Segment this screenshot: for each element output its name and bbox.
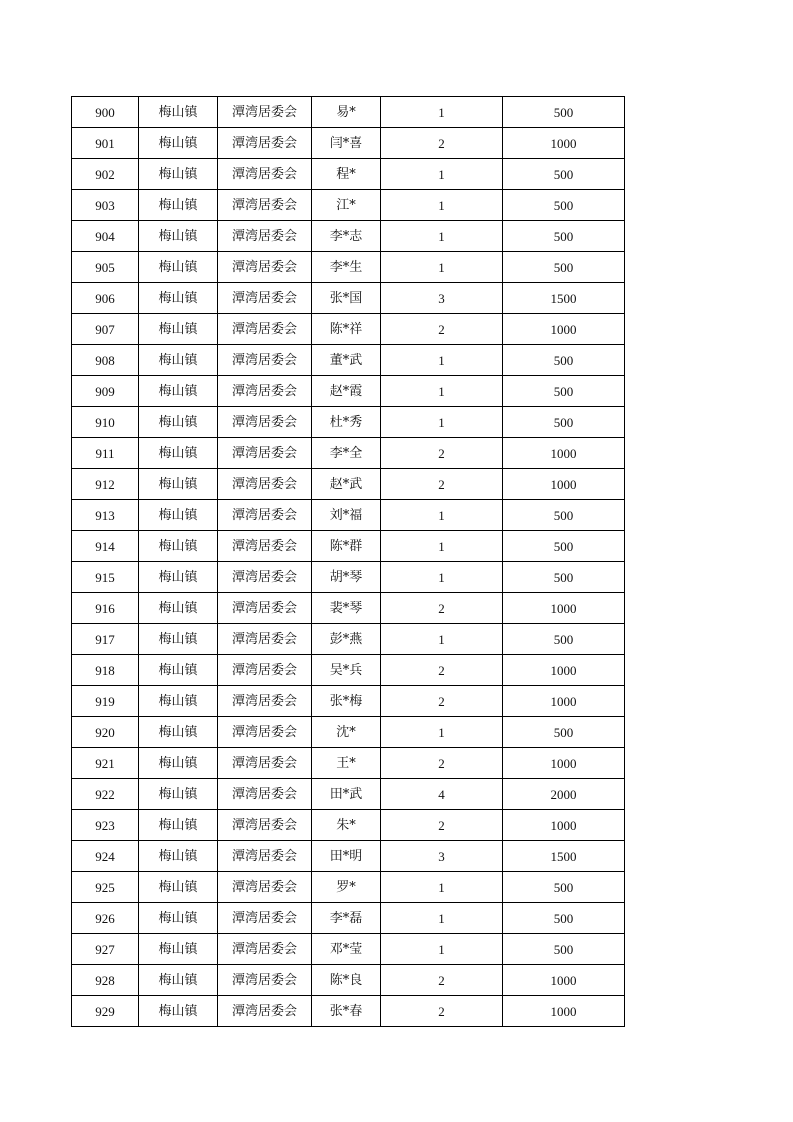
amount-cell: 500 (503, 531, 625, 562)
committee-cell: 潭湾居委会 (218, 717, 312, 748)
town-cell: 梅山镇 (139, 283, 218, 314)
row-number-cell: 902 (72, 159, 139, 190)
committee-cell: 潭湾居委会 (218, 593, 312, 624)
amount-cell: 500 (503, 159, 625, 190)
amount-cell: 500 (503, 190, 625, 221)
count-cell: 2 (381, 810, 503, 841)
town-cell: 梅山镇 (139, 345, 218, 376)
row-number-cell: 910 (72, 407, 139, 438)
name-cell: 江* (312, 190, 381, 221)
name-cell: 赵*霞 (312, 376, 381, 407)
count-cell: 1 (381, 159, 503, 190)
committee-cell: 潭湾居委会 (218, 841, 312, 872)
row-number-cell: 901 (72, 128, 139, 159)
town-cell: 梅山镇 (139, 593, 218, 624)
table-row (72, 996, 625, 1027)
table-row (72, 655, 625, 686)
name-cell: 赵*武 (312, 469, 381, 500)
count-cell: 2 (381, 965, 503, 996)
count-cell: 2 (381, 314, 503, 345)
name-cell: 董*武 (312, 345, 381, 376)
count-cell: 1 (381, 500, 503, 531)
amount-cell: 500 (503, 872, 625, 903)
table-row (72, 717, 625, 748)
row-number-cell: 905 (72, 252, 139, 283)
count-cell: 2 (381, 438, 503, 469)
amount-cell: 1000 (503, 810, 625, 841)
town-cell: 梅山镇 (139, 810, 218, 841)
table-row (72, 314, 625, 345)
name-cell: 朱* (312, 810, 381, 841)
row-number-cell: 916 (72, 593, 139, 624)
committee-cell: 潭湾居委会 (218, 159, 312, 190)
town-cell: 梅山镇 (139, 190, 218, 221)
count-cell: 2 (381, 469, 503, 500)
amount-cell: 2000 (503, 779, 625, 810)
town-cell: 梅山镇 (139, 903, 218, 934)
count-cell: 1 (381, 624, 503, 655)
row-number-cell: 928 (72, 965, 139, 996)
committee-cell: 潭湾居委会 (218, 345, 312, 376)
name-cell: 陈*祥 (312, 314, 381, 345)
count-cell: 1 (381, 190, 503, 221)
committee-cell: 潭湾居委会 (218, 810, 312, 841)
amount-cell: 1000 (503, 469, 625, 500)
name-cell: 田*武 (312, 779, 381, 810)
count-cell: 1 (381, 407, 503, 438)
committee-cell: 潭湾居委会 (218, 624, 312, 655)
amount-cell: 1500 (503, 841, 625, 872)
amount-cell: 500 (503, 624, 625, 655)
count-cell: 1 (381, 717, 503, 748)
row-number-cell: 915 (72, 562, 139, 593)
row-number-cell: 904 (72, 221, 139, 252)
table-row (72, 159, 625, 190)
table-row (72, 469, 625, 500)
name-cell: 刘*福 (312, 500, 381, 531)
table-row (72, 934, 625, 965)
table-row (72, 221, 625, 252)
count-cell: 2 (381, 593, 503, 624)
committee-cell: 潭湾居委会 (218, 128, 312, 159)
town-cell: 梅山镇 (139, 965, 218, 996)
amount-cell: 1000 (503, 655, 625, 686)
amount-cell: 500 (503, 345, 625, 376)
name-cell: 程* (312, 159, 381, 190)
table-row (72, 748, 625, 779)
committee-cell: 潭湾居委会 (218, 531, 312, 562)
town-cell: 梅山镇 (139, 221, 218, 252)
row-number-cell: 909 (72, 376, 139, 407)
name-cell: 陈*良 (312, 965, 381, 996)
name-cell: 闫*喜 (312, 128, 381, 159)
amount-cell: 500 (503, 407, 625, 438)
row-number-cell: 903 (72, 190, 139, 221)
committee-cell: 潭湾居委会 (218, 469, 312, 500)
row-number-cell: 900 (72, 97, 139, 128)
table-row (72, 345, 625, 376)
committee-cell: 潭湾居委会 (218, 190, 312, 221)
committee-cell: 潭湾居委会 (218, 562, 312, 593)
town-cell: 梅山镇 (139, 934, 218, 965)
committee-cell: 潭湾居委会 (218, 283, 312, 314)
town-cell: 梅山镇 (139, 562, 218, 593)
name-cell: 张*梅 (312, 686, 381, 717)
table-row (72, 97, 625, 128)
name-cell: 罗* (312, 872, 381, 903)
row-number-cell: 908 (72, 345, 139, 376)
town-cell: 梅山镇 (139, 252, 218, 283)
amount-cell: 500 (503, 562, 625, 593)
count-cell: 2 (381, 996, 503, 1027)
town-cell: 梅山镇 (139, 748, 218, 779)
name-cell: 杜*秀 (312, 407, 381, 438)
committee-cell: 潭湾居委会 (218, 903, 312, 934)
committee-cell: 潭湾居委会 (218, 686, 312, 717)
name-cell: 吴*兵 (312, 655, 381, 686)
committee-cell: 潭湾居委会 (218, 314, 312, 345)
town-cell: 梅山镇 (139, 531, 218, 562)
committee-cell: 潭湾居委会 (218, 965, 312, 996)
row-number-cell: 923 (72, 810, 139, 841)
amount-cell: 1000 (503, 438, 625, 469)
table-row (72, 376, 625, 407)
row-number-cell: 912 (72, 469, 139, 500)
name-cell: 张*国 (312, 283, 381, 314)
amount-cell: 500 (503, 221, 625, 252)
committee-cell: 潭湾居委会 (218, 438, 312, 469)
town-cell: 梅山镇 (139, 159, 218, 190)
count-cell: 2 (381, 748, 503, 779)
committee-cell: 潭湾居委会 (218, 779, 312, 810)
amount-cell: 500 (503, 934, 625, 965)
name-cell: 邓*莹 (312, 934, 381, 965)
amount-cell: 500 (503, 252, 625, 283)
table-body (72, 97, 625, 1027)
row-number-cell: 907 (72, 314, 139, 345)
committee-cell: 潭湾居委会 (218, 934, 312, 965)
amount-cell: 500 (503, 97, 625, 128)
town-cell: 梅山镇 (139, 128, 218, 159)
data-table (71, 96, 625, 1027)
table-row (72, 686, 625, 717)
count-cell: 1 (381, 903, 503, 934)
amount-cell: 1000 (503, 593, 625, 624)
amount-cell: 500 (503, 376, 625, 407)
name-cell: 陈*群 (312, 531, 381, 562)
count-cell: 1 (381, 376, 503, 407)
count-cell: 1 (381, 562, 503, 593)
count-cell: 3 (381, 283, 503, 314)
amount-cell: 1000 (503, 686, 625, 717)
committee-cell: 潭湾居委会 (218, 252, 312, 283)
row-number-cell: 924 (72, 841, 139, 872)
table-row (72, 531, 625, 562)
table-row (72, 500, 625, 531)
row-number-cell: 922 (72, 779, 139, 810)
town-cell: 梅山镇 (139, 779, 218, 810)
name-cell: 胡*琴 (312, 562, 381, 593)
town-cell: 梅山镇 (139, 500, 218, 531)
town-cell: 梅山镇 (139, 624, 218, 655)
town-cell: 梅山镇 (139, 314, 218, 345)
name-cell: 李*志 (312, 221, 381, 252)
row-number-cell: 926 (72, 903, 139, 934)
amount-cell: 1000 (503, 748, 625, 779)
count-cell: 1 (381, 872, 503, 903)
row-number-cell: 913 (72, 500, 139, 531)
name-cell: 李*全 (312, 438, 381, 469)
town-cell: 梅山镇 (139, 438, 218, 469)
town-cell: 梅山镇 (139, 407, 218, 438)
name-cell: 李*生 (312, 252, 381, 283)
count-cell: 2 (381, 686, 503, 717)
row-number-cell: 919 (72, 686, 139, 717)
count-cell: 3 (381, 841, 503, 872)
row-number-cell: 921 (72, 748, 139, 779)
row-number-cell: 929 (72, 996, 139, 1027)
row-number-cell: 920 (72, 717, 139, 748)
town-cell: 梅山镇 (139, 376, 218, 407)
committee-cell: 潭湾居委会 (218, 407, 312, 438)
name-cell: 李*磊 (312, 903, 381, 934)
table-row (72, 562, 625, 593)
town-cell: 梅山镇 (139, 97, 218, 128)
amount-cell: 1000 (503, 314, 625, 345)
table-row (72, 283, 625, 314)
table-row (72, 965, 625, 996)
committee-cell: 潭湾居委会 (218, 221, 312, 252)
row-number-cell: 925 (72, 872, 139, 903)
amount-cell: 500 (503, 717, 625, 748)
amount-cell: 1000 (503, 965, 625, 996)
count-cell: 1 (381, 97, 503, 128)
amount-cell: 1000 (503, 996, 625, 1027)
count-cell: 1 (381, 345, 503, 376)
committee-cell: 潭湾居委会 (218, 872, 312, 903)
town-cell: 梅山镇 (139, 996, 218, 1027)
name-cell: 田*明 (312, 841, 381, 872)
count-cell: 1 (381, 252, 503, 283)
count-cell: 2 (381, 128, 503, 159)
town-cell: 梅山镇 (139, 655, 218, 686)
count-cell: 4 (381, 779, 503, 810)
table-row (72, 624, 625, 655)
committee-cell: 潭湾居委会 (218, 97, 312, 128)
table-row (72, 252, 625, 283)
committee-cell: 潭湾居委会 (218, 500, 312, 531)
count-cell: 1 (381, 934, 503, 965)
row-number-cell: 918 (72, 655, 139, 686)
name-cell: 彭*燕 (312, 624, 381, 655)
town-cell: 梅山镇 (139, 469, 218, 500)
table-row (72, 128, 625, 159)
row-number-cell: 927 (72, 934, 139, 965)
table-row (72, 810, 625, 841)
row-number-cell: 906 (72, 283, 139, 314)
amount-cell: 500 (503, 500, 625, 531)
name-cell: 王* (312, 748, 381, 779)
town-cell: 梅山镇 (139, 841, 218, 872)
table-row (72, 903, 625, 934)
name-cell: 易* (312, 97, 381, 128)
committee-cell: 潭湾居委会 (218, 376, 312, 407)
table-row (72, 779, 625, 810)
name-cell: 沈* (312, 717, 381, 748)
table-row (72, 407, 625, 438)
row-number-cell: 914 (72, 531, 139, 562)
town-cell: 梅山镇 (139, 872, 218, 903)
table-row (72, 841, 625, 872)
town-cell: 梅山镇 (139, 717, 218, 748)
row-number-cell: 917 (72, 624, 139, 655)
amount-cell: 500 (503, 903, 625, 934)
amount-cell: 1500 (503, 283, 625, 314)
town-cell: 梅山镇 (139, 686, 218, 717)
count-cell: 2 (381, 655, 503, 686)
row-number-cell: 911 (72, 438, 139, 469)
committee-cell: 潭湾居委会 (218, 748, 312, 779)
count-cell: 1 (381, 531, 503, 562)
table-row (72, 593, 625, 624)
table-row (72, 438, 625, 469)
table-row (72, 872, 625, 903)
amount-cell: 1000 (503, 128, 625, 159)
name-cell: 张*春 (312, 996, 381, 1027)
name-cell: 裴*琴 (312, 593, 381, 624)
count-cell: 1 (381, 221, 503, 252)
committee-cell: 潭湾居委会 (218, 996, 312, 1027)
table-row (72, 190, 625, 221)
committee-cell: 潭湾居委会 (218, 655, 312, 686)
